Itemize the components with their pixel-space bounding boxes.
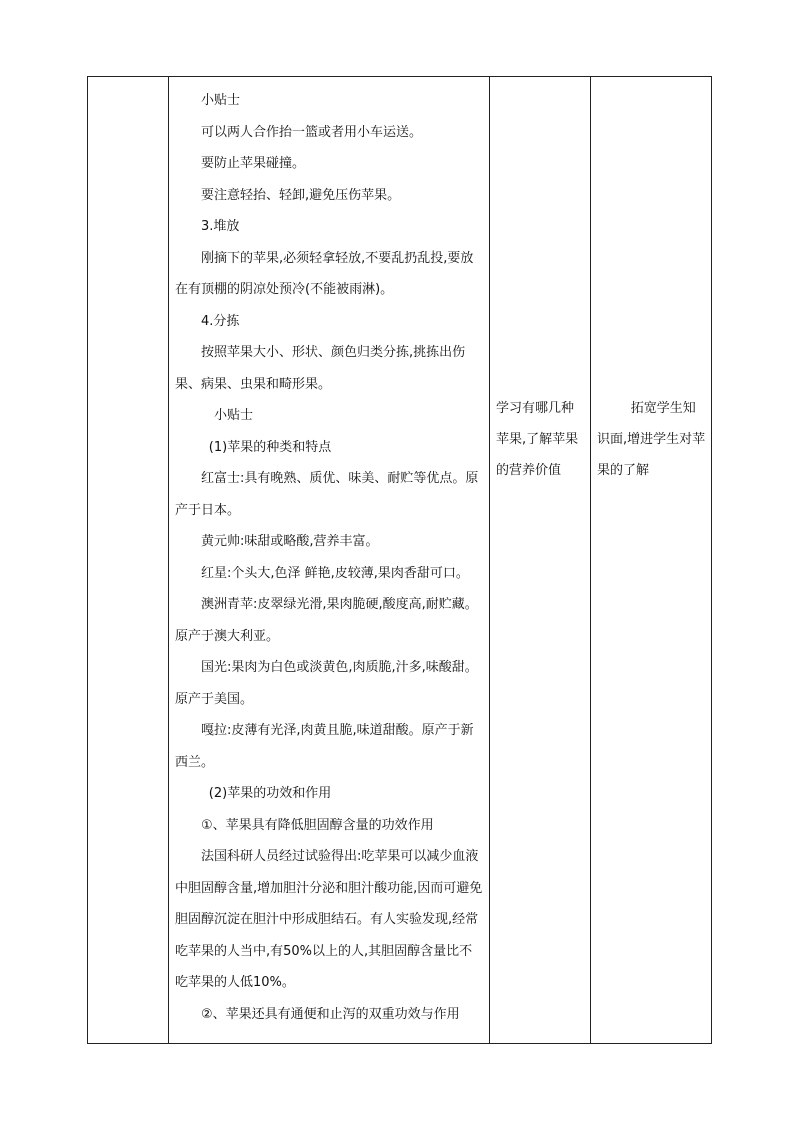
content-paragraph: 红星:个头大,色泽 鲜艳,皮较薄,果肉香甜可口。 [201,565,469,581]
content-paragraph: 法国科研人员经过试验得出:吃苹果可以减少血液中胆固醇含量,增加胆汁分泌和胆汁酸功能,因而可避免胆固醇沉淀在胆汁中形成胆结石。有人实验发现,经常吃苹果的人当中,有50%以上的人,其胆固醇含量比不吃苹果的人低10%。 [175,849,483,990]
empty-first-column-cell [88,77,169,1044]
subsection-heading: (1)苹果的种类和特点 [208,439,332,455]
teaching-content [169,77,489,1030]
student-activity-cell [490,77,591,1044]
content-paragraph: 要防止苹果碰撞。 [201,156,306,171]
teaching-content-cell [169,77,490,1044]
design-intent [591,77,711,486]
content-paragraph: 按照苹果大小、形状、颜色归类分拣,挑拣出伤果、病果、虫果和畸形果。 [175,345,466,392]
design-intent-text: 拓宽学生知识面,增进学生对苹果的了解 [597,401,706,478]
content-paragraph: 嘎拉:皮薄有光泽,肉黄且脆,味道甜酸。原产于新西兰。 [175,723,474,770]
content-paragraph: ②、苹果还具有通便和止泻的双重功效与作用 [201,1006,460,1022]
table-row [88,77,712,1044]
content-paragraph: 要注意轻抬、轻卸,避免压伤苹果。 [201,187,401,203]
content-paragraph: 刚摘下的苹果,必须轻拿轻放,不要乱扔乱投,要放在有顶棚的阴凉处预冷(不能被雨淋)。 [175,250,474,297]
content-paragraph: 澳洲青苹:皮翠绿光滑,果肉脆硬,酸度高,耐贮藏。原产于澳大利亚。 [175,597,478,644]
content-paragraph: ①、苹果具有降低胆固醇含量的功效作用 [201,817,434,833]
student-activity-text: 学习有哪几种苹果,了解苹果的营养价值 [496,401,579,478]
lesson-plan-table [87,76,712,1044]
tip-heading: 小贴士 [201,93,241,108]
content-paragraph: 黄元帅:味甜或略酸,营养丰富。 [201,534,379,549]
section-heading: 4.分拣 [201,313,240,329]
content-paragraph: 可以两人合作抬一篮或者用小车运送。 [201,124,423,140]
tip-heading: 小贴士 [214,408,254,423]
content-paragraph: 红富士:具有晚熟、质优、味美、耐贮等优点。原产于日本。 [175,471,479,518]
student-activity [490,77,590,486]
subsection-heading: (2)苹果的功效和作用 [208,786,332,801]
section-heading: 3.堆放 [201,219,240,234]
content-paragraph: 国光:果肉为白色或淡黄色,肉质脆,汁多,味酸甜。原产于美国。 [175,660,478,707]
design-intent-cell [591,77,712,1044]
